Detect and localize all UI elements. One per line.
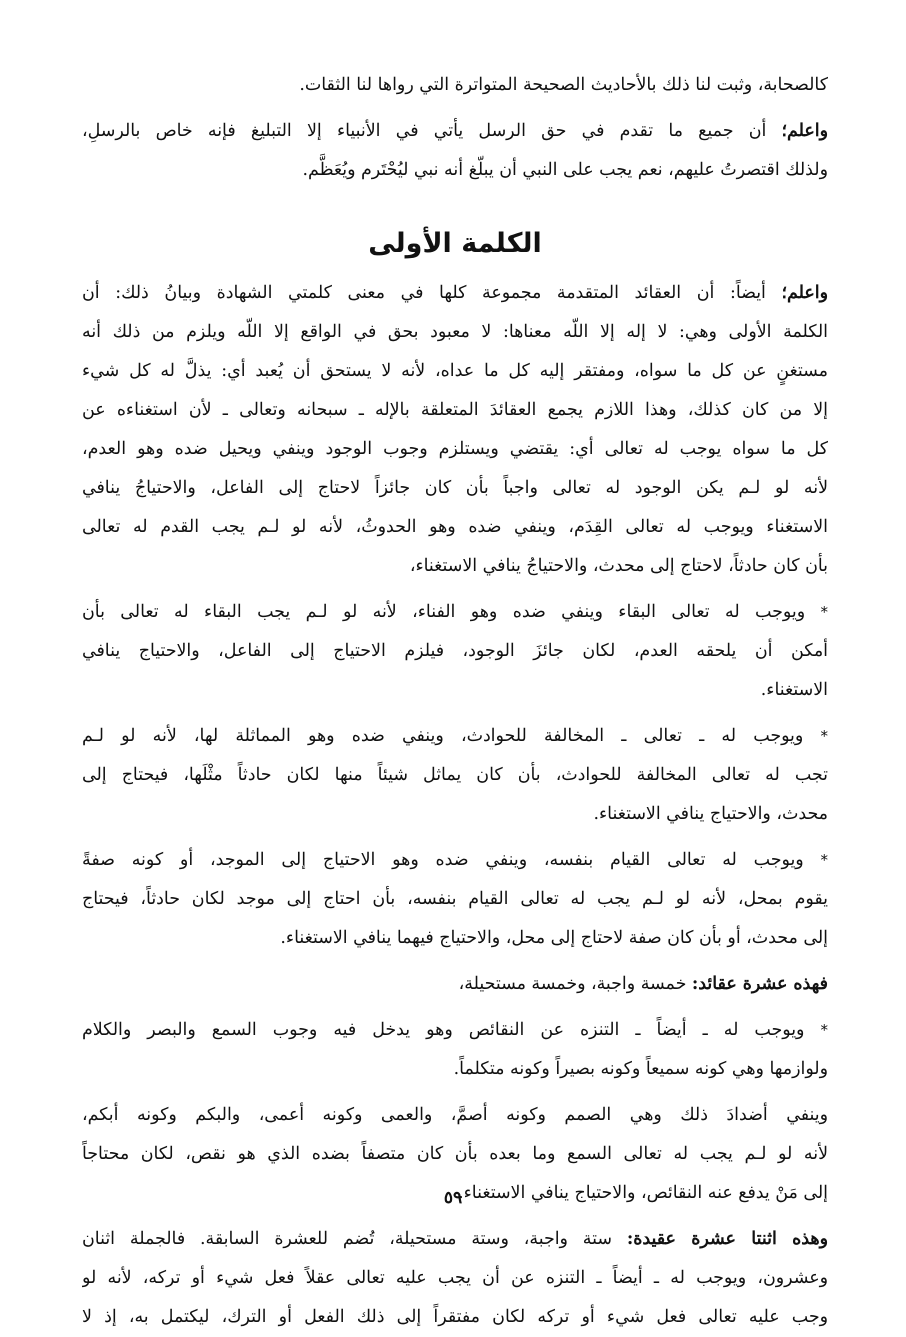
- line-text: ويوجب له تعالى البقاء وينفي ضده وهو الفناء، لأنه لو لـم يجب البقاء له تعالى بأن: [82, 602, 821, 622]
- text-line: [82, 841, 828, 880]
- line-text: خمسة واجبة، وخمسة مستحيلة،: [458, 974, 692, 994]
- text-line: [82, 112, 828, 151]
- text-line: مستغنٍ عن كل ما سواه، ومفتقر إليه كل ما عداه، لأنه لا يستحق أن يُعبد أي: يذلَّ له كل شيء: [82, 361, 828, 381]
- text-line: إلى مَنْ يدفع عنه النقائص، والاحتياج ينافي الاستغناء.: [458, 1183, 828, 1203]
- text-line: وينفي أضدادَ ذلك وهي الصمم وكونه أصمَّ، والعمى وكونه أعمى، والبكم وكونه أبكم،: [82, 1105, 828, 1125]
- line-text: أن جميع ما تقدم في حق الرسل يأتي في الأنبياء إلا التبليغ فإنه خاص بالرسلِ،: [82, 121, 782, 141]
- text-line: [82, 593, 828, 632]
- text-line: [82, 274, 828, 313]
- text-line: إلا من كان كذلك، وهذا اللازم يجمع العقائدَ المتعلقة بالإله ـ سبحانه وتعالى ـ لأن استغناءه عن: [82, 400, 828, 420]
- text-line: [82, 717, 828, 756]
- page-number: ٥٩: [443, 1188, 463, 1208]
- text-line: ولذلك اقتصرتُ عليهم، نعم يجب على النبي أن يبلّغ أنه نبي ليُحْتَرم ويُعَظَّم.: [302, 160, 828, 180]
- text-line: الاستغناء.: [760, 680, 828, 700]
- text-line: كالصحابة، وثبت لنا ذلك بالأحاديث الصحيحة المتواترة التي رواها لنا الثقات.: [299, 75, 828, 95]
- paragraph-4: [82, 841, 828, 958]
- text-line: ولوازمها وهي كونه سميعاً وكونه بصيراً وكونه متكلماً.: [453, 1059, 828, 1079]
- text-line: الكلمة الأولى وهي: لا إله إلا اللّه معناها: لا معبود بحق في الواقع إلا اللّه ويلزم من ذلك أنه: [82, 322, 828, 342]
- paragraph-3: [82, 717, 828, 834]
- paragraph-intro: [82, 66, 828, 105]
- text-line: أمكن أن يلحقه العدم، لكان جائزَ الوجود، فيلزم الاحتياج إلى الفاعل، والاحتياج ينافي: [82, 641, 828, 661]
- text-line: [82, 1011, 828, 1050]
- lead-word: وهذه اثنتا عشرة عقيدة:: [626, 1229, 828, 1249]
- text-line: يقوم بمحل، لأنه لو لـم يجب له تعالى القيام بنفسه، بأن احتاج إلى موجد لكان حادثاً، فيحتاج: [82, 889, 828, 909]
- text-line: لأنه لو لـم يجب له تعالى السمع وما بعده بأن كان متصفاً بضده الذي هو نقص، لكان محتاجاً: [82, 1144, 828, 1164]
- text-line: لأنه لو لـم يكن الوجود له تعالى واجباً بأن كان جائزاً لاحتاج إلى الفاعل، والاحتياجُ ينافي: [82, 478, 828, 498]
- text-line: محدث، والاحتياج ينافي الاستغناء.: [593, 804, 828, 824]
- paragraph-1: [82, 274, 828, 586]
- star-bullet: *: [820, 727, 828, 745]
- text-line: وجب عليه تعالى فعل شيء أو تركه لكان مفتقراً إلى ذلك الفعل أو الترك، ليكتمل به، إذ لا: [82, 1307, 828, 1327]
- text-line: الاستغناء ويوجب له تعالى القِدَم، وينفي ضده وهو الحدوثُ، لأنه لو لـم يجب القدم له تعالى: [82, 517, 828, 537]
- text-line: [82, 1220, 828, 1259]
- lead-word: فهذه عشرة عقائد:: [691, 974, 828, 994]
- star-bullet: *: [820, 1021, 828, 1039]
- lead-word: واعلم؛: [781, 283, 828, 303]
- line-text: ويوجب له ـ تعالى ـ المخالفة للحوادث، وينفي ضده وهو المماثلة لها، لأنه لو لـم: [82, 726, 821, 746]
- line-text: أيضاً: أن العقائد المتقدمة مجموعة كلها في معنى كلمتي الشهادة وبيانُ ذلك: أن: [82, 283, 782, 303]
- text-line: تجب له تعالى المخالفة للحوادث، بأن كان يماثل شيئاً منها لكان حادثاً مثْلَها، فيحتاج إلى: [82, 765, 828, 785]
- paragraph-prophets: [82, 112, 828, 190]
- line-text: ستة واجبة، وستة مستحيلة، تُضم للعشرة السابقة. فالجملة اثنان: [82, 1229, 627, 1249]
- text-line: وعشرون، ويوجب له ـ أيضاً ـ التنزه عن أن يجب عليه تعالى عقلاً فعل شيء أو تركه، لأنه لو: [82, 1268, 828, 1288]
- star-bullet: *: [820, 851, 828, 869]
- lead-word: واعلم؛: [781, 121, 828, 141]
- paragraph-5: [82, 965, 828, 1004]
- paragraph-2: [82, 593, 828, 710]
- star-bullet: *: [820, 603, 828, 621]
- line-text: ويوجب له ـ أيضاً ـ التنزه عن النقائص وهو يدخل فيه وجوب السمع والبصر والكلام: [82, 1020, 821, 1040]
- text-line: بأن كان حادثاً، لاحتاج إلى محدث، والاحتياجُ ينافي الاستغناء،: [409, 556, 828, 576]
- line-text: ويوجب له تعالى القيام بنفسه، وينفي ضده وهو الاحتياج إلى الموجد، أو كونه صفةً: [82, 850, 821, 870]
- paragraph-6: [82, 1011, 828, 1089]
- paragraph-8: [82, 1220, 828, 1337]
- text-line: إلى محدث، أو بأن كان صفة لاحتاج إلى محل، والاحتياج فيهما ينافي الاستغناء.: [280, 928, 828, 948]
- section-heading: الكلمة الأولى: [368, 228, 542, 259]
- text-line: كل ما سواه يوجب له تعالى أي: يقتضي ويستلزم وجوب الوجود وينفي ويحيل ضده وهو العدم،: [82, 439, 828, 459]
- text-line: [82, 965, 828, 1004]
